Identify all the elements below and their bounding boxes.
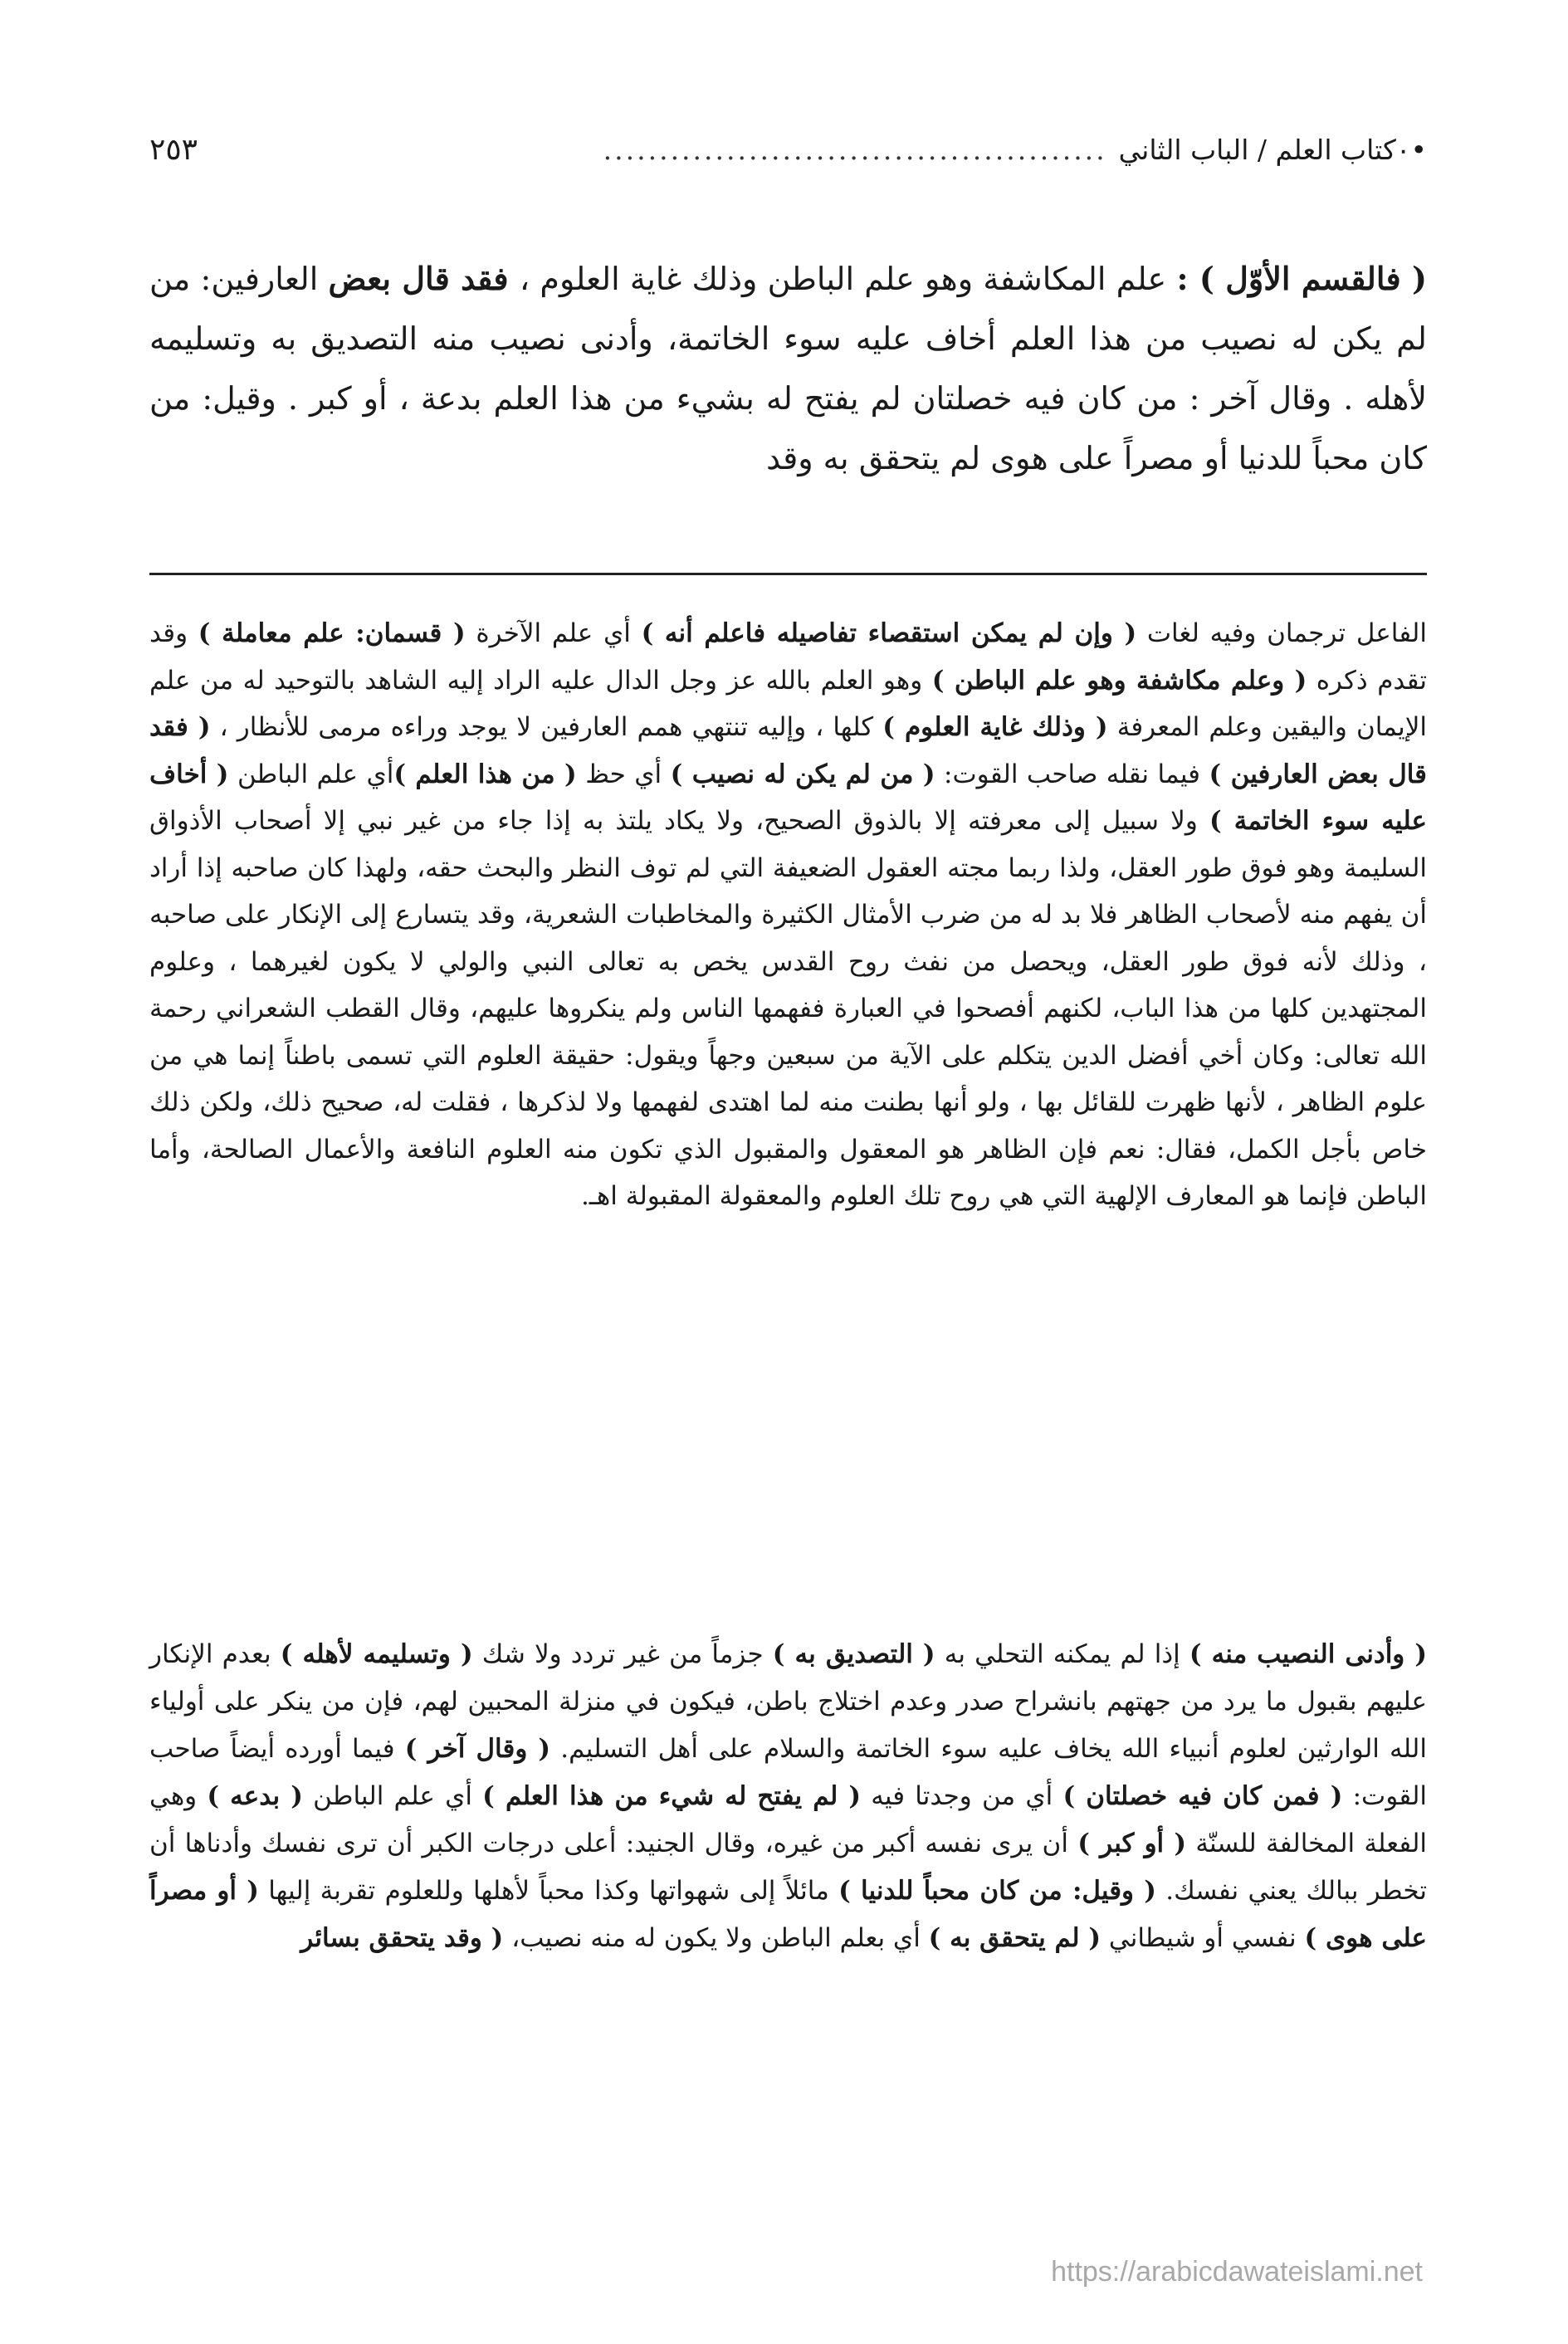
watermark-url: https://arabicdawateislami.net — [1051, 2256, 1423, 2288]
commentary-quote: ( من هذا العلم ) — [393, 759, 577, 789]
commentary-quote: ( وإن لم يمكن استقصاء تفاصيله فاعلم أنه ) — [641, 618, 1137, 648]
leader-dots: ............................................. — [603, 134, 1107, 166]
commentary-quote: ( وعلم مكاشفة وهو علم الباطن ) — [931, 665, 1307, 696]
commentary-quote: ( أخاف عليه سوء الخاتمة ) — [149, 759, 1427, 836]
running-title: •٠كتاب العلم / الباب الثاني — [1118, 134, 1427, 166]
commentary-text: فيما أورده أيضاً صاحب القوت: — [149, 1734, 1427, 1811]
commentary-text: مائلاً إلى شهواتها وكذا محباً لأهلها وللعلوم تقربة إليها — [258, 1876, 839, 1906]
commentary-text: ولا سبيل إلى معرفته إلا بالذوق الصحيح، ولا يكاد يلتذ به إذا جاء من غير نبي إلا أصحاب الأذواق السليمة وهو فوق طور العقل، ولذا ربما مجته العقول الضعيفة التي لم توف النظر والبحث حقه، ولهذا كان صاحبه إذا أراد أن يفهم منه لأصحاب الظاهر فلا بد له من ضرب الأمثال الكثيرة والمخاطبات الشعرية، وقد يتسارع إلى الإنكار على صاحبه ، وذلك لأنه فوق طور العقل، ويحصل من نفث روح القدس يخص به تعالى النبي والولي لا يكون لغيرهما ، وعلوم المجتهدين كلها من هذا الباب، لكنهم أفصحوا في العبارة ففهمها الناس ولم ينكروها عليهم، وقال القطب الشعراني رحمة الله تعالى: وكان أخي أفضل الدين يتكلم على الآية من سبعين وجهاً ويقول: حقيقة العلوم التي تسمى باطناً إنما هي من علوم الظاهر ، لأنها ظهرت للقائل بها ، ولو أنها بطنت منه لما اهتدى لفهمها ولا لذكرها ، فقلت له، صحيح ذلك، ولكن ذلك خاص بأجل الكمل، فقال: نعم فإن الظاهر هو المعقول والمقبول الذي تكون منه العلوم النافعة والأعمال الصالحة، وأما الباطن فإنما هو المعارف الإلهية التي هي روح تلك العلوم والمعقولة المقبولة اهـ. — [149, 806, 1427, 1211]
commentary-quote: ( وذلك غاية العلوم ) — [882, 712, 1108, 742]
commentary-paragraph-2 — [149, 1631, 1427, 1962]
commentary-quote: ( بدعه ) — [207, 1781, 303, 1811]
commentary-text: الفاعل ترجمان وفيه لغات — [1136, 618, 1427, 648]
footnote-divider — [149, 573, 1427, 575]
commentary-quote: ( أو مصراً على هوى ) — [149, 1876, 1427, 1953]
commentary-text: وقد تقدم ذكره — [149, 618, 1427, 696]
commentary-quote: ( من لم يكن له نصيب ) — [670, 759, 935, 789]
commentary-text: أي حظ — [576, 759, 671, 789]
commentary-quote: ( وأدنى النصيب منه ) — [1189, 1639, 1428, 1669]
main-text-segment: العارفين: من لم يكن له نصيب من هذا العلم أخاف عليه سوء الخاتمة، وأدنى نصيب منه التصديق به وتسليمه لأهله . وقال آخر : من كان فيه خصلتان لم يفتح له بشيء من هذا العلم بدعة ، أو كبر . وقيل: من كان محباً للدنيا أو مصراً على هوى لم يتحقق به وقد — [149, 261, 1427, 476]
commentary-paragraph — [149, 610, 1427, 1220]
commentary-quote: ( وقال آخر ) — [404, 1734, 551, 1764]
commentary-text: أن يرى نفسه أكبر من غيره، وقال الجنيد: أعلى درجات الكبر أن ترى نفسك وأدناها أن تخطر ببالك يعني نفسك. — [149, 1829, 1427, 1906]
commentary-text: أي علم الآخرة — [465, 618, 642, 648]
commentary-text: إذا لم يمكنه التحلي به — [935, 1639, 1189, 1669]
commentary-quote: ( وقد يتحقق بسائر — [300, 1923, 504, 1953]
commentary-quote: ( لم يفتح له شيء من هذا العلم ) — [482, 1781, 862, 1811]
commentary-quote: ( فقد قال بعض العارفين ) — [149, 712, 1427, 789]
commentary-text: أي علم الباطن — [228, 759, 394, 789]
commentary-text: جزماً من غير تردد ولا شك — [472, 1639, 773, 1669]
main-text-heading: ( فالقسم الأوّل ) : — [1176, 260, 1427, 297]
commentary-quote: ( لم يتحقق به ) — [928, 1923, 1102, 1953]
commentary-quote: ( وتسليمه لأهله ) — [280, 1639, 473, 1669]
main-text-bold-segment: فقد قال بعض — [328, 260, 520, 297]
commentary-text: بعدم الإنكار عليهم بقبول ما يرد من جهتهم بانشراح صدر وعدم اختلاج باطن، فيكون في منزلة المحبين لهم، فإن من ينكر على أولياء الله الوارثين لعلوم أنبياء الله يخاف عليه سوء الخاتمة والسلام على أهل التسليم. — [149, 1639, 1428, 1764]
commentary-text: أي بعلم الباطن ولا يكون له منه نصيب، — [503, 1923, 929, 1953]
commentary-quote: ( قسمان: علم معاملة ) — [198, 618, 466, 648]
commentary-text: نفسي أو شيطاني — [1101, 1923, 1305, 1953]
commentary-text: وهو العلم بالله عز وجل الدال عليه الراد إليه الشاهد بالتوحيد له من علم الإيمان واليقين وعلم المعرفة — [149, 665, 1428, 742]
commentary-text: أي علم الباطن — [302, 1781, 483, 1811]
commentary-text: كلها ، وإليه تنتهي همم العارفين لا يوجد وراءه مرمى للأنظار ، — [210, 712, 883, 742]
commentary-quote: ( وقيل: من كان محباً للدنيا ) — [838, 1876, 1156, 1906]
commentary-quote: ( التصديق به ) — [772, 1639, 935, 1669]
main-text-paragraph — [149, 249, 1427, 488]
commentary-text: وهي الفعلة المخالفة للسنّة — [149, 1781, 1427, 1858]
commentary-text: أي من وجدتا فيه — [861, 1781, 1063, 1811]
commentary-quote: ( أو كبر ) — [1077, 1829, 1187, 1858]
main-text-segment: علم المكاشفة وهو علم الباطن وذلك غاية العلوم ، — [519, 261, 1177, 297]
page-number: ٢٥٣ — [149, 133, 198, 167]
commentary-text: فيما نقله صاحب القوت: — [935, 759, 1209, 789]
running-header — [149, 133, 1427, 199]
commentary-quote: ( فمن كان فيه خصلتان ) — [1062, 1781, 1343, 1811]
